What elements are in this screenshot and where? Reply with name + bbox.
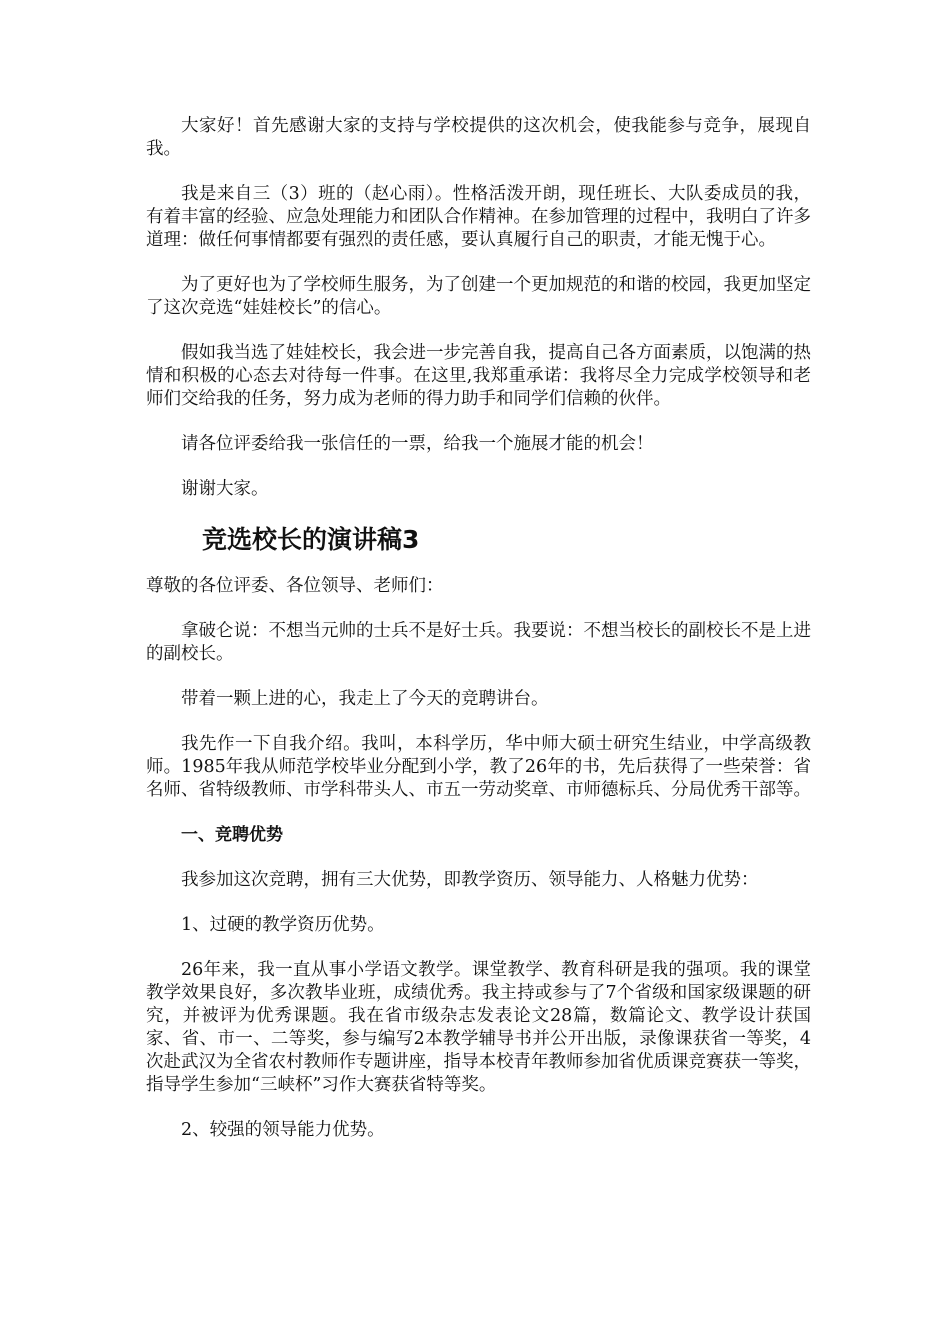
paragraph-podium: 带着一颗上进的心，我走上了今天的竞聘讲台。: [181, 689, 549, 709]
salutation: 尊敬的各位评委、各位领导、老师们：: [146, 576, 444, 596]
paragraph-napoleon-quote: 拿破仑说：不想当元帅的士兵不是好士兵。我要说：不想当校长的副校长不是上进的副校长。: [146, 621, 811, 664]
paragraph-self-intro: 我是来自三（3）班的（赵心雨）。性格活泼开朗，现任班长、大队委成员的我，有着丰富的经验、应急处理能力和团队合作精神。在参加管理的过程中，我明白了许多道理：做任何事情都要有强烈的责任感，要认真履行自己的职责，才能无愧于心。: [146, 184, 811, 250]
paragraph-greeting: 大家好！首先感谢大家的支持与学校提供的这次机会，使我能参与竞争，展现自我。: [146, 116, 811, 159]
paragraph-three-advantages: 我参加这次竞聘，拥有三大优势，即教学资历、领导能力、人格魅力优势：: [181, 870, 759, 890]
section-title-advantages: 一、竞聘优势: [181, 825, 283, 845]
paragraph-teaching-record: 26年来，我一直从事小学语文教学。课堂教学、教育科研是我的强项。我的课堂教学效果良好，多次教毕业班，成绩优秀。我主持或参与了7个省级和国家级课题的研究，并被评为优秀课题。我在省市级杂志发表论文28篇，数篇论文、教学设计获国家、省、市一、二等奖，参与编写2本教学辅导书并公开出版，录像课获省一等奖，4次赴武汉为全省农村教师作专题讲座，指导本校青年教师参加省优质课竞赛获一等奖，指导学生参加“三峡杯”习作大赛获省特等奖。: [146, 960, 811, 1095]
paragraph-advantage-2-title: 2、较强的领导能力优势。: [181, 1120, 385, 1140]
paragraph-thanks: 谢谢大家。: [181, 479, 269, 499]
paragraph-introduction: 我先作一下自我介绍。我叫，本科学历，华中师大硕士研究生结业，中学高级教师。1985年我从师范学校毕业分配到小学，教了26年的书，先后获得了一些荣誉：省名师、省特级教师、市学科带头人、市五一劳动奖章、市师德标兵、分局优秀干部等。: [146, 734, 811, 800]
speech-heading: 竞选校长的演讲稿3: [202, 525, 420, 554]
document-body: [146, 115, 811, 1164]
paragraph-promise: 假如我当选了娃娃校长，我会进一步完善自我，提高自己各方面素质，以饱满的热情和积极的心态去对待每一件事。在这里,我郑重承诺：我将尽全力完成学校领导和老师们交给我的任务，努力成为老师的得力助手和同学们信赖的伙伴。: [146, 343, 811, 409]
paragraph-request: 请各位评委给我一张信任的一票，给我一个施展才能的机会！: [181, 434, 654, 454]
paragraph-motivation: 为了更好也为了学校师生服务，为了创建一个更加规范的和谐的校园，我更加坚定了这次竞选“娃娃校长”的信心。: [146, 275, 811, 318]
paragraph-advantage-1-title: 1、过硬的教学资历优势。: [181, 915, 385, 935]
